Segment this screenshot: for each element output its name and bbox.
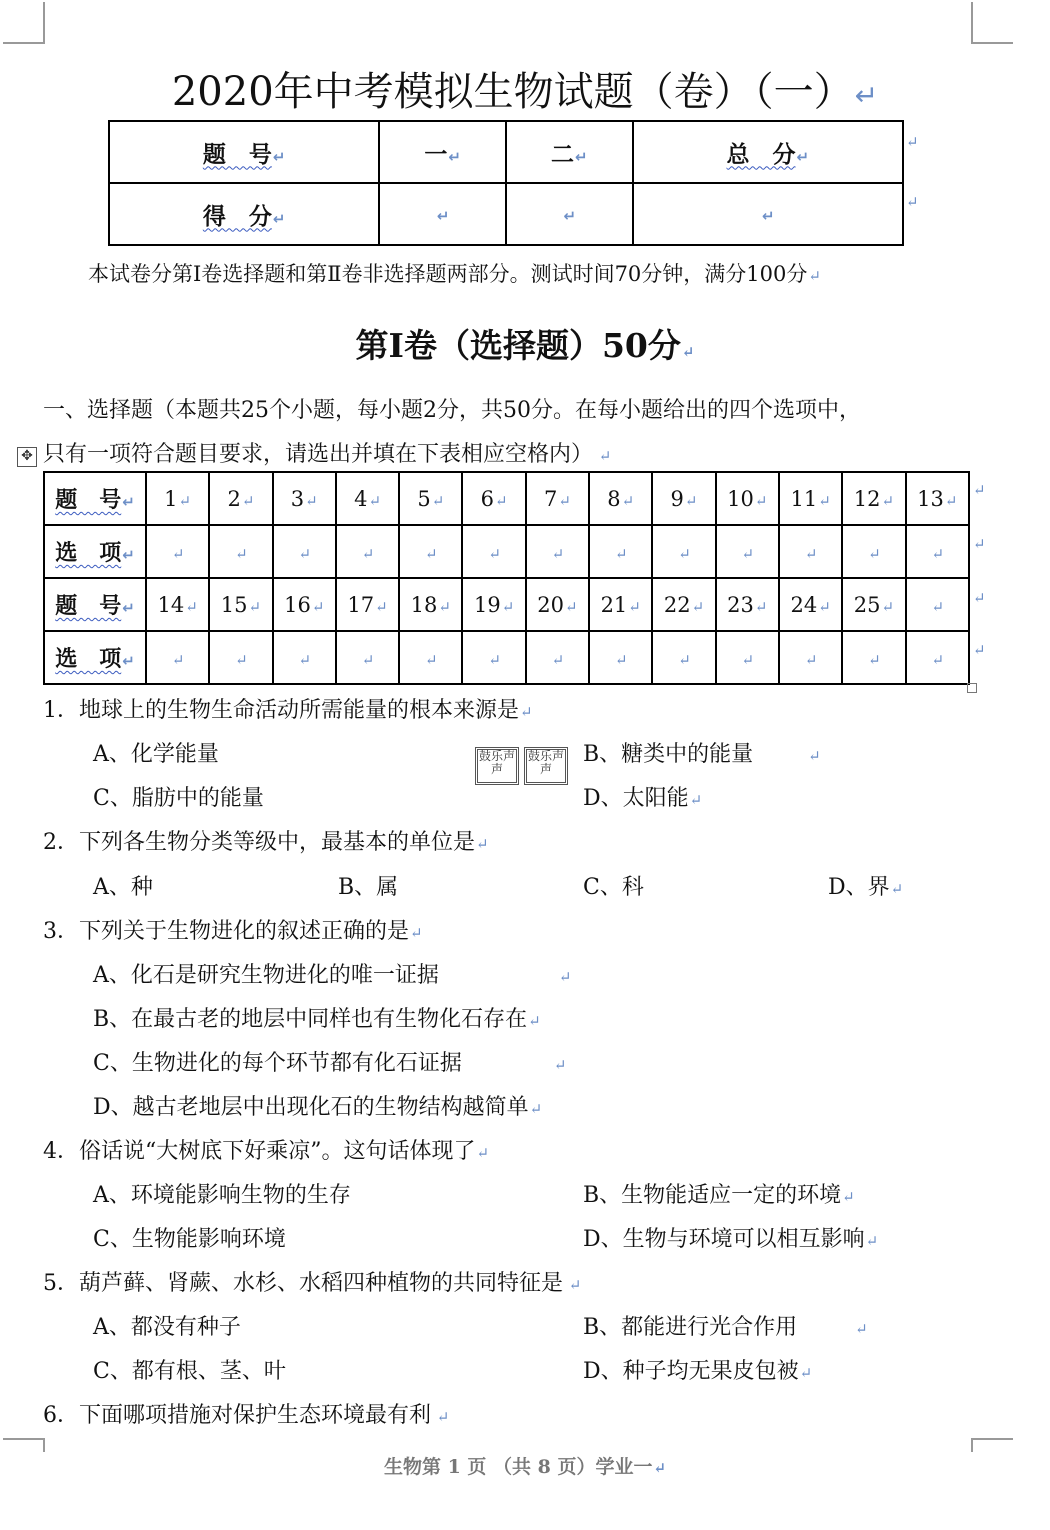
answer-cell[interactable]: ↵ [336,631,399,684]
instructions-line-2: 只有一项符合题目要求，请选出并填在下表相应空格内） ↵ [43,442,612,467]
instructions-line-2-text: 只有一项符合题目要求，请选出并填在下表相应空格内） [43,442,594,467]
question-stem: 6．下面哪项措施对保护生态环境最有利 ↵ [43,1403,450,1428]
score-cell-part-1[interactable]: ↵ [379,183,506,245]
q1-option-b[interactable]: B、糖类中的能量 ↵ [583,742,821,767]
q-num: 19 [473,592,501,617]
q-num: 13 [917,486,944,511]
q2-option-a[interactable]: A、种 [93,875,153,900]
q-num: 1 [164,486,178,511]
question-number-cell: 22↵ [652,578,715,631]
stamp-image: 鼓乐声声 [475,747,519,785]
q-num: 25 [853,592,881,617]
q-num: 17 [347,592,375,617]
q2-option-d-text: D、界 [828,875,890,900]
answer-table [43,471,970,685]
q5-option-d[interactable]: D、种子均无果皮包被↵ [583,1359,813,1384]
answer-row-label: 题 号↵ [44,472,146,525]
score-cell-total[interactable]: ↵ [633,183,903,245]
q-num: 6 [480,486,495,511]
title-year: 2020 [171,69,274,115]
question-stem: 5．葫芦藓、肾蕨、水杉、水稻四种植物的共同特征是 ↵ [43,1271,582,1296]
question-number-cell: 8↵ [589,472,652,525]
question-number-cell: 10↵ [716,472,779,525]
q1-option-d-text: D、太阳能 [583,786,689,811]
q-num: 3 [290,486,305,511]
title-text: 年中考模拟生物试题（卷）（一） [273,69,854,115]
q5-stem: 5．葫芦藓、肾蕨、水杉、水稻四种植物的共同特征是 [43,1271,563,1296]
answer-cell[interactable]: ↵ [779,525,842,578]
q3-option-a-text: A、化石是研究生物进化的唯一证据 [93,963,439,988]
q4-stem: 4．俗话说“大树底下好乘凉”。这句话体现了 [43,1139,476,1164]
q-num: 9 [670,486,684,511]
score-header-cell: 二↵ [506,121,633,183]
q-num: 21 [600,592,628,617]
instructions-line-1: 一、选择题（本题共25个小题，每小题2分，共50分。在每小题给出的四个选项中， [43,398,861,423]
question-number-cell: 12↵ [842,472,905,525]
row-end-mark: ↵ [973,589,986,607]
question-number-cell: 24↵ [779,578,842,631]
q4-option-b[interactable]: B、生物能适应一定的环境↵ [583,1183,855,1208]
q-num: 20 [537,592,564,617]
q4-option-a[interactable]: A、环境能影响生物的生存 [93,1183,351,1208]
q3-option-d[interactable]: D、越古老地层中出现化石的生物结构越简单↵ [93,1095,543,1120]
answer-option-row [44,525,969,578]
row-end-mark: ↵ [973,641,986,659]
crop-mark-bottom-right [971,1438,1013,1452]
answer-number-row [44,578,969,631]
score-header-cell: 题 号↵ [109,121,379,183]
q-num: 12 [853,486,881,511]
answer-cell[interactable]: ↵ [336,525,399,578]
row-end-mark: ↵ [973,481,986,499]
question-number-cell: 23↵ [716,578,779,631]
answer-row-label: 选 项↵ [44,631,146,684]
question-number-cell: 1↵ [146,472,209,525]
q-num: 10 [727,486,754,511]
answer-cell[interactable]: ↵ [652,631,715,684]
answer-cell[interactable]: ↵ [779,631,842,684]
question-stem: 3．下列关于生物进化的叙述正确的是↵ [43,919,423,944]
answer-cell[interactable]: ↵ [842,631,905,684]
question-number-cell: 14↵ [146,578,209,631]
q1-option-c[interactable]: C、脂肪中的能量 [93,786,264,811]
answer-cell[interactable]: ↵ [906,525,969,578]
q5-option-b-text: B、都能进行光合作用 [583,1315,798,1340]
q2-option-b[interactable]: B、属 [338,875,399,900]
q1-option-d[interactable]: D、太阳能↵ [583,786,703,811]
question-number-cell: 7↵ [526,472,589,525]
question-number-cell: 16↵ [273,578,336,631]
row-label-text: 选 项 [55,647,122,672]
q1-option-b-text: B、糖类中的能量 [583,742,754,767]
q-num: 7 [543,486,558,511]
q3-option-b[interactable]: B、在最古老的地层中同样也有生物化石存在↵ [93,1007,541,1032]
answer-cell[interactable]: ↵ [209,631,272,684]
question-number-cell: 9↵ [652,472,715,525]
q3-option-d-text: D、越古老地层中出现化石的生物结构越简单 [93,1095,529,1120]
answer-option-row [44,631,969,684]
answer-cell[interactable]: ↵ [273,631,336,684]
q3-option-c-text: C、生物进化的每个环节都有化石证据 [93,1051,462,1076]
q-num: 16 [284,592,311,617]
row-end-mark: ↵ [906,193,919,211]
answer-cell[interactable]: ↵ [652,525,715,578]
answer-cell[interactable]: ↵ [146,631,209,684]
document-title: 2020年中考模拟生物试题（卷）（一）↵ [171,69,879,115]
answer-cell[interactable]: ↵ [146,525,209,578]
question-number-cell: 3↵ [273,472,336,525]
crop-mark-bottom-left [3,1438,45,1452]
q4-option-d-text: D、生物与环境可以相互影响 [583,1227,865,1252]
score-table [108,120,904,246]
q5-option-b[interactable]: B、都能进行光合作用 ↵ [583,1315,868,1340]
answer-row-label: 选 项↵ [44,525,146,578]
question-number-cell: 2↵ [209,472,272,525]
answer-cell[interactable]: ↵ [399,525,462,578]
answer-cell[interactable]: ↵ [273,525,336,578]
score-row-label-cell: 得 分↵ [109,183,379,245]
q4-option-b-text: B、生物能适应一定的环境 [583,1183,842,1208]
footer-text: 生物第 1 页 （共 8 页）学业一 [383,1456,653,1478]
page-footer: 生物第 1 页 （共 8 页）学业一↵ [383,1456,667,1478]
q5-option-c[interactable]: C、都有根、茎、叶 [93,1359,286,1384]
row-label-text: 题 号 [55,594,122,619]
question-number-cell: 5↵ [399,472,462,525]
question-number-cell: 15↵ [209,578,272,631]
q2-stem: 2．下列各生物分类等级中，最基本的单位是 [43,830,475,855]
question-number-cell: 18↵ [399,578,462,631]
answer-row-label: 题 号↵ [44,578,146,631]
q-num: 23 [727,592,754,617]
question-stem: 4．俗话说“大树底下好乘凉”。这句话体现了↵ [43,1139,490,1164]
exam-intro: 本试卷分第Ⅰ卷选择题和第Ⅱ卷非选择题两部分。测试时间70分钟，满分100分↵ [88,262,821,286]
question-stem: 2．下列各生物分类等级中，最基本的单位是↵ [43,830,489,855]
crop-mark-top-left [3,2,45,44]
answer-cell[interactable]: ↵ [462,631,525,684]
q6-stem: 6．下面哪项措施对保护生态环境最有利 [43,1403,431,1428]
q-num: 5 [417,486,431,511]
answer-cell[interactable]: ↵ [589,631,652,684]
table-resize-handle[interactable] [967,683,977,693]
answer-cell[interactable]: ↵ [209,525,272,578]
section-title-text: 第Ⅰ卷（选择题）50分 [355,326,681,365]
answer-cell[interactable]: ↵ [716,631,779,684]
score-label-score: 得 分 [202,203,272,230]
intro-text: 本试卷分第Ⅰ卷选择题和第Ⅱ卷非选择题两部分。测试时间70分钟，满分100分 [88,262,808,286]
q1-stem: 1．地球上的生物生命活动所需能量的根本来源是 [43,698,519,723]
q-num: 4 [354,486,368,511]
question-number-cell: 20↵ [526,578,589,631]
q2-option-c[interactable]: C、科 [583,875,644,900]
question-number-cell: 13↵ [906,472,969,525]
stamp-image: 鼓乐声声 [524,747,568,785]
q1-option-a[interactable]: A、化学能量 [93,742,219,767]
answer-number-row [44,472,969,525]
answer-cell[interactable]: ↵ [526,631,589,684]
answer-cell[interactable]: ↵ [399,631,462,684]
question-stem: 1．地球上的生物生命活动所需能量的根本来源是↵ [43,698,533,723]
q-num: 24 [790,592,818,617]
q3-stem: 3．下列关于生物进化的叙述正确的是 [43,919,409,944]
q3-option-c[interactable]: C、生物进化的每个环节都有化石证据 ↵ [93,1051,567,1076]
q-num: 14 [157,592,185,617]
question-number-cell: 4↵ [336,472,399,525]
score-total: 总 分 [726,141,796,168]
q3-option-b-text: B、在最古老的地层中同样也有生物化石存在 [93,1007,528,1032]
question-number-cell: ↵ [906,578,969,631]
score-part-2: 二 [551,141,575,168]
q4-option-c[interactable]: C、生物能影响环境 [93,1227,286,1252]
question-number-cell: 19↵ [462,578,525,631]
score-cell-part-2[interactable]: ↵ [506,183,633,245]
question-number-cell: 17↵ [336,578,399,631]
q-num: 8 [607,486,621,511]
question-number-cell: 6↵ [462,472,525,525]
q-num: 22 [663,592,691,617]
answer-cell[interactable]: ↵ [842,525,905,578]
table-move-handle-icon[interactable]: ✥ [17,447,37,467]
score-header-cell: 一↵ [379,121,506,183]
row-end-mark: ↵ [906,133,919,151]
answer-cell[interactable]: ↵ [906,631,969,684]
q2-option-d[interactable]: D、界↵ [828,875,904,900]
score-header-cell: 总 分↵ [633,121,903,183]
q-num: 18 [410,592,438,617]
row-label-text: 题 号 [55,488,122,513]
q5-option-a[interactable]: A、都没有种子 [93,1315,241,1340]
answer-cell[interactable]: ↵ [716,525,779,578]
q-num: 2 [227,486,241,511]
row-label-text: 选 项 [55,541,122,566]
crop-mark-top-right [971,2,1013,44]
question-number-cell: 11↵ [779,472,842,525]
answer-cell[interactable]: ↵ [526,525,589,578]
section-title: 第Ⅰ卷（选择题）50分↵ [355,326,695,365]
row-end-mark: ↵ [973,535,986,553]
score-part-1: 一 [424,141,448,168]
answer-cell[interactable]: ↵ [462,525,525,578]
answer-cell[interactable]: ↵ [589,525,652,578]
q-num: 15 [220,592,248,617]
q5-option-d-text: D、种子均无果皮包被 [583,1359,799,1384]
q3-option-a[interactable]: A、化石是研究生物进化的唯一证据 ↵ [93,963,572,988]
question-number-cell: 25↵ [842,578,905,631]
q4-option-d[interactable]: D、生物与环境可以相互影响↵ [583,1227,879,1252]
q-num: 11 [790,486,818,511]
question-number-cell: 21↵ [589,578,652,631]
score-label-number: 题 号 [202,141,272,168]
